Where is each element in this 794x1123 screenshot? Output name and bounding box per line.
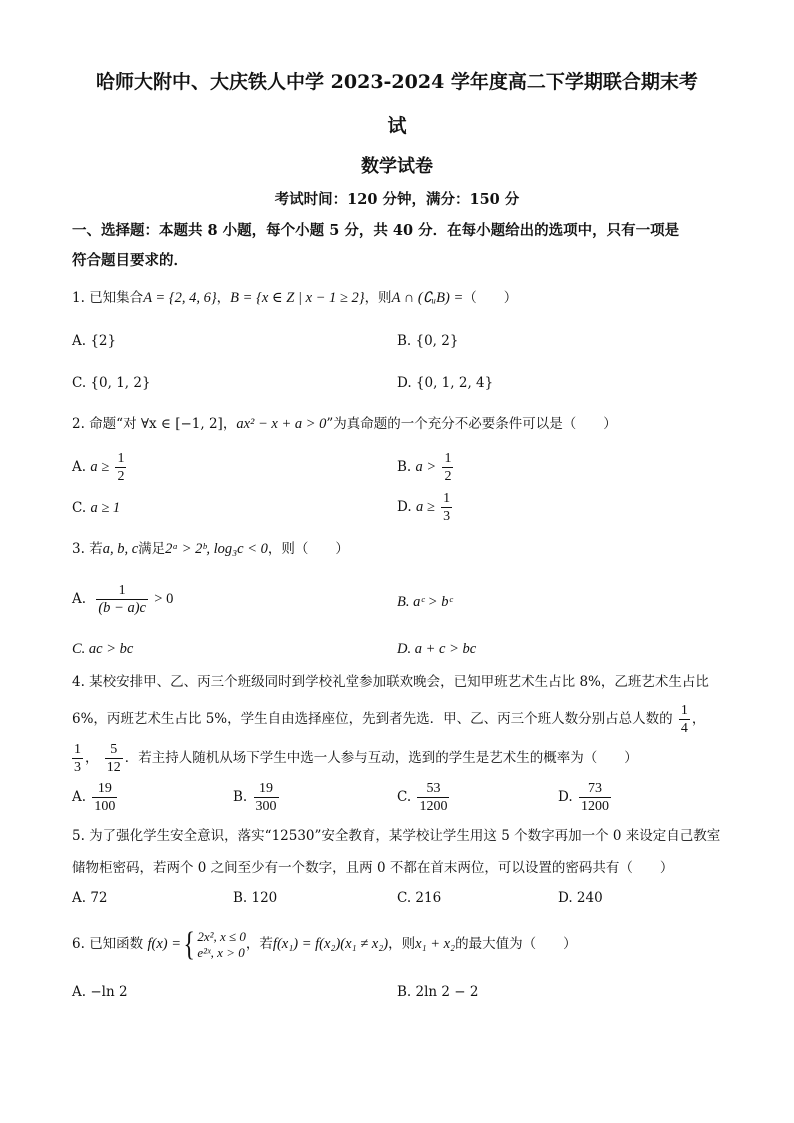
question-number: 2. xyxy=(72,416,85,432)
question-target: x₁ + x₂ xyxy=(415,936,456,952)
set-a: A = {2, 4, 6} xyxy=(143,290,217,306)
option-d: D. 240 xyxy=(558,890,603,906)
fraction-denominator: 2 xyxy=(444,469,452,484)
option-b: B. aᶜ > bᶜ xyxy=(397,594,453,610)
section-heading-line1: 一、选择题：本题共 8 小题，每个小题 5 分，共 40 分．在每小题给出的选项中，只有一项是 xyxy=(72,222,680,239)
option-d: D. a + c > bc xyxy=(397,641,477,657)
option-label: A. xyxy=(72,789,87,805)
question-text: ．若主持人随机从场下学生中选一人参与互动，选到的学生是艺术生的概率为（ ） xyxy=(124,750,638,766)
fraction xyxy=(115,450,126,485)
question-text: ，若 xyxy=(245,936,273,952)
fraction-numerator: 1 xyxy=(444,451,452,466)
exam-title-line1: 哈师大附中、大庆铁人中学 2023-2024 学年度高二下学期联合期末考 xyxy=(96,71,698,93)
option-expression: a ≥ xyxy=(90,459,110,475)
subject-title: 数学试卷 xyxy=(361,156,433,177)
question-number: 3. xyxy=(72,541,85,557)
fraction-denominator: 12 xyxy=(106,760,121,775)
question-5-line2: 储物柜密码，若两个 0 之间至少有一个数字，且两 0 不都在首末两位，可以设置的密码共有（ ） xyxy=(72,860,674,876)
question-text: 6%，丙班艺术生占比 5%，学生自由选择座位，先到者先选．甲、乙、丙三个班人数分别占总人数的 xyxy=(72,711,673,727)
set-b: B = {x ∈ Z | x − 1 ≥ 2} xyxy=(230,290,365,306)
option-b xyxy=(233,780,281,815)
fraction-denominator: 2 xyxy=(117,469,125,484)
option-c: C. {0, 1, 2} xyxy=(72,375,151,391)
option-c xyxy=(397,780,451,815)
fraction xyxy=(96,582,148,617)
question-text: 若 xyxy=(89,541,103,557)
fraction-denominator: 4 xyxy=(680,721,688,736)
option-a: A. −ln 2 xyxy=(72,984,128,1000)
fraction-numerator: 19 xyxy=(92,780,117,798)
option-d xyxy=(558,780,613,815)
fraction xyxy=(417,780,449,815)
option-a: A. 72 xyxy=(72,890,108,906)
option-b xyxy=(397,450,455,485)
question-1 xyxy=(72,288,722,308)
fraction xyxy=(72,741,83,776)
fraction xyxy=(254,780,279,815)
option-a xyxy=(72,582,173,617)
fraction-numerator: 1 xyxy=(117,451,125,466)
option-label: A. xyxy=(72,459,87,475)
section-heading xyxy=(72,216,722,276)
separator: ， xyxy=(216,290,231,306)
fraction-numerator: 1 xyxy=(680,703,688,718)
question-number: 6. xyxy=(72,936,85,952)
option-label: C. xyxy=(397,789,412,805)
question-text: 满足 xyxy=(138,541,166,557)
option-a xyxy=(72,450,128,485)
question-variables: a, b, c xyxy=(102,541,139,557)
option-a: A. {2} xyxy=(72,333,117,349)
question-4-line2: 6%，丙班艺术生占比 5%，学生自由选择座位，先到者先选．甲、乙、丙三个班人数分别占总人数的 $\frac{1}{4}$ ， xyxy=(72,703,706,736)
fraction xyxy=(92,780,117,815)
fraction-numerator: 5 xyxy=(105,741,123,759)
piecewise-case-1: 2x², x ≤ 0 xyxy=(197,929,246,945)
question-condition: f(x₁) = f(x₂)(x₁ ≠ x₂) xyxy=(272,936,389,952)
function-name: f(x) = xyxy=(147,936,182,952)
fraction xyxy=(442,450,453,485)
option-expression: a > xyxy=(415,459,437,475)
section-heading-line2: 符合题目要求的． xyxy=(72,252,188,269)
option-label: D. xyxy=(397,499,412,515)
question-4-line3: $\frac{1}{3}$ ， $\frac{5}{12}$ ．若主持人随机从场下学生中选一人参与互动，选到的学生是艺术生的概率为（ ） xyxy=(74,742,638,775)
fraction xyxy=(579,780,611,815)
option-c: C. ac > bc xyxy=(72,641,134,657)
question-number: 1. xyxy=(72,290,85,306)
fraction xyxy=(105,741,123,776)
fraction-denominator: 300 xyxy=(255,799,277,814)
option-label: D. xyxy=(558,789,573,805)
answer-paren: （ ） xyxy=(463,290,518,306)
option-d xyxy=(397,490,454,525)
fraction xyxy=(679,702,690,737)
exam-info: 考试时间：120 分钟，满分：150 分 xyxy=(274,191,520,208)
fraction-numerator: 73 xyxy=(579,780,611,798)
option-c xyxy=(72,498,120,518)
exam-title-line2: 试 xyxy=(387,115,407,137)
fraction-numerator: 1 xyxy=(443,491,451,506)
fraction-denominator: 100 xyxy=(94,799,116,814)
fraction-numerator: 19 xyxy=(254,780,279,798)
piecewise-function: { 2x², x ≤ 0 e²ˣ, x > 0 xyxy=(183,926,246,964)
option-c: C. 216 xyxy=(397,890,442,906)
question-5-line1: 5. 为了强化学生安全意识，落实“12530”安全教育，某学校让学生用这 5 个数字再加一个 0 来设定自己教室 xyxy=(72,828,721,844)
question-text: 已知集合 xyxy=(89,290,144,306)
option-a xyxy=(72,780,119,815)
fraction-denominator: (b − a)c xyxy=(98,600,146,616)
option-b: B. 120 xyxy=(233,890,278,906)
question-4-line1: 4. 某校安排甲、乙、丙三个班级同时到学校礼堂参加联欢晚会，已知甲班艺术生占比 8%，乙班艺术生占比 xyxy=(72,674,709,690)
question-text: 已知函数 xyxy=(89,936,144,952)
option-b: B. 2ln 2 − 2 xyxy=(397,984,479,1000)
fraction-numerator: 53 xyxy=(417,780,449,798)
option-b: B. {0, 2} xyxy=(397,333,459,349)
fraction-denominator: 3 xyxy=(74,760,81,775)
question-text: ”为真命题的一个充分不必要条件可以是（ ） xyxy=(326,416,617,432)
option-label: B. xyxy=(233,789,248,805)
option-label: B. xyxy=(397,459,412,475)
question-2 xyxy=(72,414,722,434)
fraction-denominator: 3 xyxy=(443,509,451,524)
question-condition: 2ᵃ > 2ᵇ, log₃c < 0 xyxy=(165,541,268,557)
question-text: ，则 xyxy=(364,290,392,306)
question-3 xyxy=(72,539,722,559)
fraction-denominator: 1200 xyxy=(580,799,609,814)
question-text: ，则（ ） xyxy=(267,541,349,557)
option-expression: > 0 xyxy=(154,591,174,607)
question-text: ，则 xyxy=(388,936,416,952)
question-expression: ax² − x + a > 0 xyxy=(236,416,327,432)
fraction-denominator: 1200 xyxy=(419,799,448,814)
question-expression: A ∩ (∁ᵤB) = xyxy=(391,290,464,306)
question-text: 的最大值为（ ） xyxy=(455,936,577,952)
fraction-numerator: 1 xyxy=(96,582,148,600)
option-label: A. xyxy=(72,591,87,607)
fraction-numerator: 1 xyxy=(74,742,81,757)
question-6 xyxy=(72,924,722,965)
piecewise-case-2: e²ˣ, x > 0 xyxy=(197,945,245,961)
fraction xyxy=(441,490,452,525)
option-label: C. xyxy=(72,500,87,516)
option-d: D. {0, 1, 2, 4} xyxy=(397,375,494,391)
option-expression: a ≥ 1 xyxy=(90,500,121,516)
question-text: 命题“对 ∀x ∈ [−1, 2]， xyxy=(89,416,237,432)
option-expression: a ≥ xyxy=(415,499,435,515)
